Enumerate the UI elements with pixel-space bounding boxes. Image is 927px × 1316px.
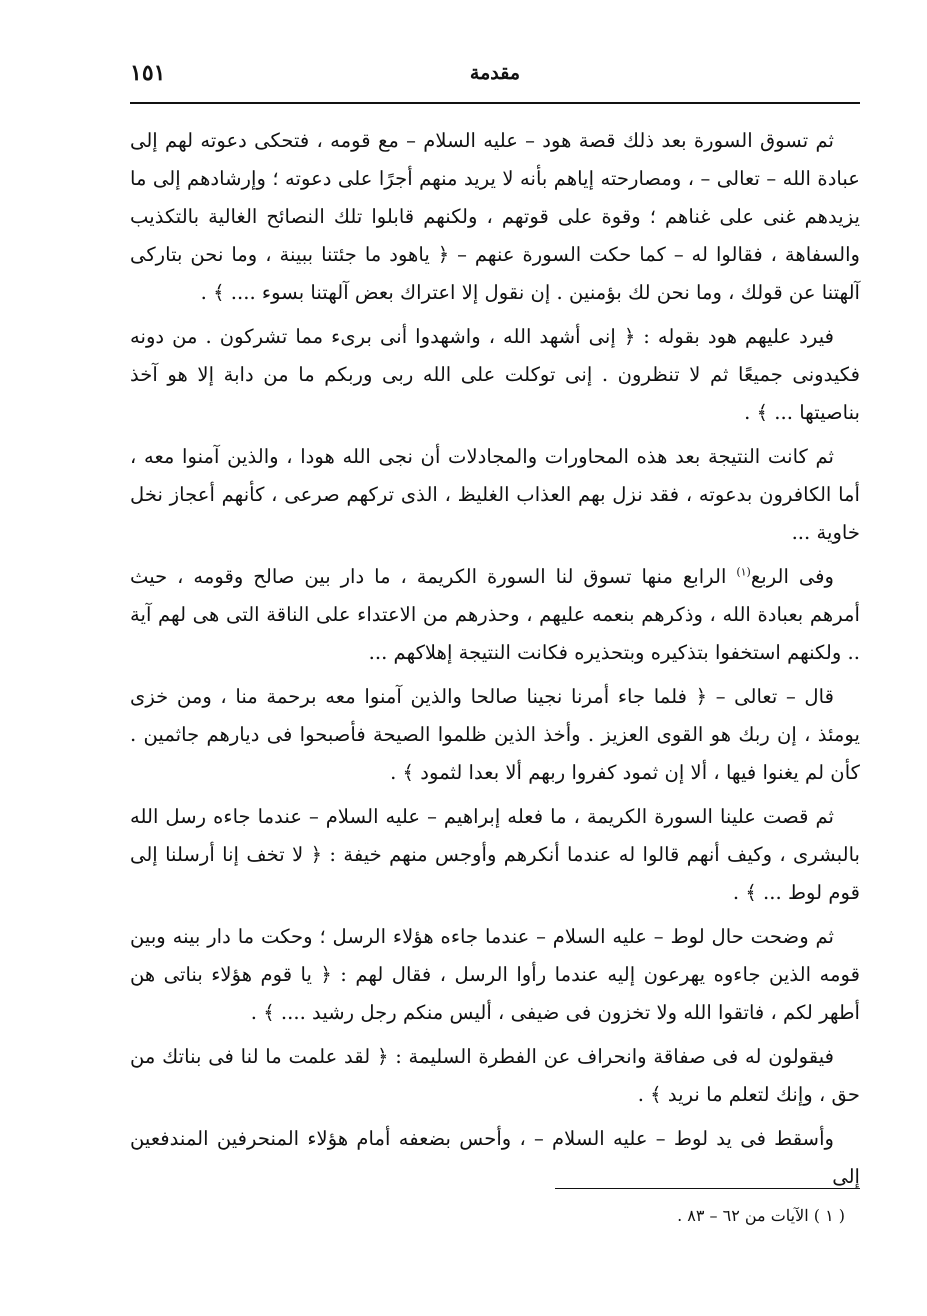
paragraph-salih-story [130, 558, 860, 672]
page-header [130, 58, 860, 104]
paragraph-lut-story: ثم وضحت حال لوط – عليه السلام – عندما جاءه هؤلاء الرسل ؛ وحكت ما دار بينه وبين قومه الذين جاءوه يهرعون إليه عندما رأوا الرسل ، فقال لهم : ﴿ يا قوم هؤلاء بناتى هن أطهر لكم ، فاتقوا الله ولا تخزون فى ضيفى ، أليس منكم رجل رشيد .... ﴾ . [130, 925, 860, 1024]
footnote: ( ١ ) الآيات من ٦٢ – ٨٣ . [677, 1206, 845, 1225]
body-text [130, 122, 860, 1202]
footnote-divider [555, 1188, 860, 1189]
paragraph-lut-people-reply: فيقولون له فى صفاقة وانحراف عن الفطرة السليمة : ﴿ لقد علمت ما لنا فى بناتك من حق ، وإنك لتعلم ما نريد ﴾ . [130, 1045, 860, 1106]
paragraph-hud-reply: فيرد عليهم هود بقوله : ﴿ إنى أشهد الله ، واشهدوا أنى برىء مما تشركون . من دونه فكيدونى جميعًا ثم لا تنظرون . إنى توكلت على الله ربى وربكم ما من دابة إلا هو آخذ بناصيتها ... ﴾ . [130, 325, 860, 424]
paragraph-salih-verse: قال – تعالى – ﴿ فلما جاء أمرنا نجينا صالحا والذين آمنوا معه برحمة منا ، ومن خزى يومئذ ، إن ربك هو القوى العزيز . وأخذ الذين ظلموا الصيحة فأصبحوا فى ديارهم جاثمين . كأن لم يغنوا فيها ، ألا إن ثمود كفروا ربهم ألا بعدا لثمود ﴾ . [130, 685, 860, 784]
paragraph-lut-weakness: وأسقط فى يد لوط – عليه السلام – ، وأحس بضعفه أمام هؤلاء المنحرفين المندفعين إلى [130, 1127, 860, 1188]
paragraph-salih-rest: الرابع منها تسوق لنا السورة الكريمة ، ما دار بين صالح وقومه ، حيث أمرهم بعبادة الله ، وذكرهم بنعمه عليهم ، وحذرهم من الاعتداء على الناقة التى هى لهم آية .. ولكنهم استخفوا بتذكيره وبتحذيره فكانت النتيجة إهلاكهم ... [130, 565, 860, 664]
running-head: مقدمة [469, 62, 521, 84]
paragraph-hud-outcome: ثم كانت النتيجة بعد هذه المحاورات والمجادلات أن نجى الله هودا ، والذين آمنوا معه ، أما الكافرون بدعوته ، فقد نزل بهم العذاب الغليظ ، الذى تركهم صرعى ، كأنهم أعجاز نخل خاوية ... [130, 445, 860, 544]
paragraph-ibrahim-story: ثم قصت علينا السورة الكريمة ، ما فعله إبراهيم – عليه السلام – عندما جاءه رسل الله بالبشرى ، وكيف أنهم قالوا له عندما أنكرهم وأوجس منهم خيفة : ﴿ لا تخف إنا أرسلنا إلى قوم لوط ... ﴾ . [130, 805, 860, 904]
paragraph-salih-start: وفى الربع [750, 565, 835, 588]
paragraph-hud-story: ثم تسوق السورة بعد ذلك قصة هود – عليه السلام – مع قومه ، فتحكى دعوته لهم إلى عبادة الله – تعالى – ، ومصارحته إياهم بأنه لا يريد منهم أجرًا على دعوته ؛ وإرشادهم إلى ما يزيدهم غنى على غناهم ؛ وقوة على قوتهم ، ولكنهم قابلوا تلك النصائح الغالية بالتكذيب والسفاهة ، فقالوا له – كما حكت السورة عنهم – ﴿ ياهود ما جئتنا ببينة ، وما نحن بتاركى آلهتنا عن قولك ، وما نحن لك بؤمنين . إن نقول إلا اعتراك بعض آلهتنا بسوء .... ﴾ . [130, 129, 860, 304]
page-number: ١٥١ [130, 60, 166, 86]
footnote-reference: (١) [736, 565, 751, 579]
